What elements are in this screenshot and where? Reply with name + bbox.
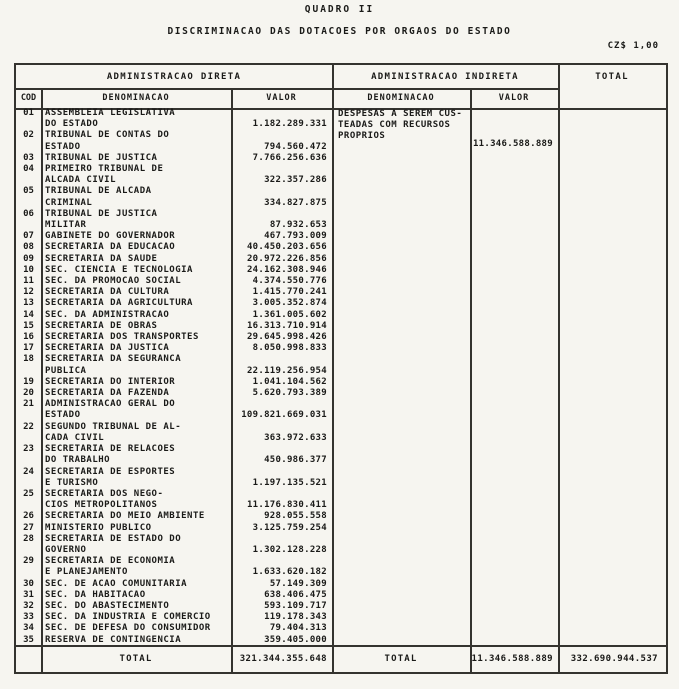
row-code: 31 xyxy=(23,589,34,600)
denomination-line: SECRETARIA DA AGRICULTURA xyxy=(45,298,193,309)
table-row xyxy=(16,623,332,634)
row-value: 322.357.286 xyxy=(264,175,327,186)
row-denomination xyxy=(41,377,231,388)
table-row xyxy=(16,511,332,522)
row-denomination xyxy=(41,276,231,287)
denomination-line: SEC. DE ACAO COMUNITARIA xyxy=(45,578,188,589)
header-valor-indireta: VALOR xyxy=(498,93,530,103)
row-value: 1.633.620.182 xyxy=(252,567,327,578)
table-row xyxy=(16,523,332,534)
indireta-denomination xyxy=(332,108,470,645)
row-denomination xyxy=(41,556,231,578)
row-value: 16.313.710.914 xyxy=(246,320,327,331)
denomination-line: SECRETARIA DA SEGURANCA xyxy=(45,354,182,365)
totals-label-indireta: TOTAL xyxy=(384,653,418,664)
denomination-line: SECRETARIA DE OBRAS xyxy=(45,320,158,331)
row-code: 27 xyxy=(23,522,34,533)
row-code: 19 xyxy=(23,376,34,387)
denomination-line: CADA CIVIL xyxy=(45,432,105,443)
denomination-line: ESTADO xyxy=(45,141,81,152)
denomination-line: SECRETARIA DA EDUCACAO xyxy=(45,242,176,253)
direta-rows xyxy=(16,108,332,645)
row-value: 1.415.770.241 xyxy=(252,287,327,298)
header-administracao-direta: ADMINISTRACAO DIRETA xyxy=(106,71,242,82)
header-denominacao-direta: DENOMINACAO xyxy=(102,93,170,103)
table-row xyxy=(16,601,332,612)
table-row xyxy=(16,108,332,130)
denomination-line: SECRETARIA DE ESPORTES xyxy=(45,466,176,477)
row-value: 794.560.472 xyxy=(264,141,327,152)
row-denomination xyxy=(41,231,231,242)
row-code: 10 xyxy=(23,264,34,275)
denomination-line: ESTADO xyxy=(45,410,81,421)
row-value: 1.361.005.602 xyxy=(252,309,327,320)
table-row xyxy=(16,298,332,309)
row-denomination xyxy=(41,186,231,208)
denomination-line: SEC. DA ADMINISTRACAO xyxy=(45,309,170,320)
row-value: 20.972.226.856 xyxy=(246,253,327,264)
denomination-line: CIOS METROPOLITANOS xyxy=(45,500,158,511)
row-denomination xyxy=(41,489,231,511)
denomination-line: TRIBUNAL DE JUSTICA xyxy=(45,152,158,163)
row-code: 24 xyxy=(23,466,34,477)
denomination-line: E TURISMO xyxy=(45,477,99,488)
table-row xyxy=(16,399,332,421)
denomination-line: MINISTERIO PUBLICO xyxy=(45,522,152,533)
table-row xyxy=(16,534,332,556)
denomination-line: SEC. DA INDUSTRIA E COMERCIO xyxy=(45,612,211,623)
row-code: 22 xyxy=(23,421,34,432)
row-code: 21 xyxy=(23,399,34,410)
row-denomination xyxy=(41,265,231,276)
row-value: 928.055.558 xyxy=(264,511,327,522)
table-row xyxy=(16,612,332,623)
row-denomination xyxy=(41,534,231,556)
row-code: 25 xyxy=(23,488,34,499)
table-row xyxy=(16,276,332,287)
denomination-line: TRIBUNAL DE ALCADA xyxy=(45,186,152,197)
row-denomination xyxy=(41,310,231,321)
row-code: 30 xyxy=(23,578,34,589)
denomination-line: GABINETE DO GOVERNADOR xyxy=(45,231,176,242)
row-denomination xyxy=(41,612,231,623)
denomination-line: TRIBUNAL DE CONTAS DO xyxy=(45,130,170,141)
denomination-line: MILITAR xyxy=(45,220,87,231)
row-value: 1.197.135.521 xyxy=(252,477,327,488)
table-row xyxy=(16,422,332,444)
denomination-line: CRIMINAL xyxy=(45,197,93,208)
row-code: 12 xyxy=(23,287,34,298)
indireta-value: 11.346.588.889 xyxy=(472,139,553,149)
row-denomination xyxy=(41,601,231,612)
row-value: 119.178.343 xyxy=(264,612,327,623)
row-denomination xyxy=(41,579,231,590)
denomination-line: SEC. DA HABITACAO xyxy=(45,589,146,600)
denomination-line: E PLANEJAMENTO xyxy=(45,567,128,578)
table-row xyxy=(16,321,332,332)
totals-row xyxy=(16,645,666,672)
row-code: 07 xyxy=(23,231,34,242)
row-code: 20 xyxy=(23,388,34,399)
denomination-line: DESPESAS A SEREM CUS- xyxy=(338,109,463,119)
header-valor-direta: VALOR xyxy=(266,93,297,103)
totals-grand-value: 332.690.944.537 xyxy=(570,653,658,664)
row-code: 17 xyxy=(23,343,34,354)
table-row xyxy=(16,388,332,399)
row-denomination xyxy=(41,623,231,634)
row-value: 57.149.309 xyxy=(269,578,327,589)
row-denomination xyxy=(41,164,231,186)
row-denomination xyxy=(41,343,231,354)
denomination-line: TRIBUNAL DE JUSTICA xyxy=(45,208,158,219)
denomination-line: SEGUNDO TRIBUNAL DE AL- xyxy=(45,421,182,432)
row-code: 26 xyxy=(23,511,34,522)
row-value: 1.041.104.562 xyxy=(252,376,327,387)
row-code: 06 xyxy=(23,208,34,219)
row-value: 1.182.289.331 xyxy=(252,119,327,130)
table-row xyxy=(16,153,332,164)
row-value: 5.620.793.389 xyxy=(252,388,327,399)
denomination-line: DO TRABALHO xyxy=(45,455,111,466)
denomination-line: PROPRIOS xyxy=(338,131,386,142)
denomination-line: DO ESTADO xyxy=(45,119,99,130)
totals-label-direta: TOTAL xyxy=(119,653,153,664)
row-value: 638.406.475 xyxy=(264,589,327,600)
row-value: 8.050.998.833 xyxy=(252,343,327,354)
row-denomination xyxy=(41,444,231,466)
row-denomination xyxy=(41,242,231,253)
currency-unit-note: CZ$ 1,00 xyxy=(607,41,659,51)
table-row xyxy=(16,209,332,231)
row-code: 23 xyxy=(23,444,34,455)
header-administracao-indireta: ADMINISTRACAO INDIRETA xyxy=(371,71,519,82)
totals-value-direta: 321.344.355.648 xyxy=(239,653,327,664)
table-row xyxy=(16,332,332,343)
row-value: 1.302.128.228 xyxy=(252,544,327,555)
denomination-line: SEC. DO ABASTECIMENTO xyxy=(45,600,170,611)
row-code: 02 xyxy=(23,130,34,141)
row-code: 15 xyxy=(23,320,34,331)
row-value: 4.374.550.776 xyxy=(252,276,327,287)
row-denomination xyxy=(41,399,231,421)
denomination-line: SECRETARIA DE ESTADO DO xyxy=(45,533,182,544)
row-value: 40.450.203.656 xyxy=(246,242,327,253)
denomination-line: ALCADA CIVIL xyxy=(45,175,117,186)
row-code: 01 xyxy=(23,108,34,118)
header-cod: COD xyxy=(20,93,37,103)
table-row xyxy=(16,254,332,265)
denomination-line: SECRETARIA DOS TRANSPORTES xyxy=(45,332,199,343)
table-row xyxy=(16,590,332,601)
row-value: 24.162.308.946 xyxy=(246,264,327,275)
table-row xyxy=(16,489,332,511)
table-row xyxy=(16,343,332,354)
row-code: 28 xyxy=(23,533,34,544)
row-denomination xyxy=(41,108,231,130)
denomination-line: SEC. DE DEFESA DO CONSUMIDOR xyxy=(45,623,211,634)
row-value: 3.005.352.874 xyxy=(252,298,327,309)
row-denomination xyxy=(41,321,231,332)
denomination-line: ADMINISTRACAO GERAL DO xyxy=(45,399,176,410)
budget-allocation-table xyxy=(14,63,668,674)
row-code: 09 xyxy=(23,253,34,264)
document-subtitle: DISCRIMINACAO DAS DOTACOES POR ORGAOS DO ESTADO xyxy=(167,26,512,37)
row-denomination xyxy=(41,635,231,645)
row-value: 467.793.009 xyxy=(264,231,327,242)
row-code: 32 xyxy=(23,600,34,611)
denomination-line: PUBLICA xyxy=(45,365,87,376)
row-code: 18 xyxy=(23,354,34,365)
table-row xyxy=(16,287,332,298)
row-value: 450.986.377 xyxy=(264,455,327,466)
table-row xyxy=(16,186,332,208)
row-code: 16 xyxy=(23,332,34,343)
row-code: 04 xyxy=(23,164,34,175)
denomination-line: SECRETARIA DE ECONOMIA xyxy=(45,556,176,567)
row-denomination xyxy=(41,511,231,522)
table-row xyxy=(16,164,332,186)
table-row xyxy=(16,579,332,590)
row-code: 03 xyxy=(23,152,34,163)
table-row xyxy=(16,467,332,489)
row-denomination xyxy=(41,422,231,444)
denomination-line: SECRETARIA DOS NEGO- xyxy=(45,488,164,499)
denomination-line: GOVERNO xyxy=(45,544,87,555)
row-value: 29.645.998.426 xyxy=(246,332,327,343)
row-value: 593.109.717 xyxy=(264,600,327,611)
denomination-line: ASSEMBLEIA LEGISLATIVA xyxy=(45,108,176,118)
table-row xyxy=(16,377,332,388)
row-denomination xyxy=(41,467,231,489)
table-row xyxy=(16,444,332,466)
row-code: 05 xyxy=(23,186,34,197)
row-code: 29 xyxy=(23,556,34,567)
row-denomination xyxy=(41,130,231,152)
row-value: 22.119.256.954 xyxy=(246,365,327,376)
denomination-line: SEC. DA PROMOCAO SOCIAL xyxy=(45,276,182,287)
row-code: 34 xyxy=(23,623,34,634)
row-value: 363.972.633 xyxy=(264,432,327,443)
denomination-line: SECRETARIA DE RELACOES xyxy=(45,444,176,455)
row-denomination xyxy=(41,354,231,376)
row-denomination xyxy=(41,388,231,399)
table-row xyxy=(16,130,332,152)
row-denomination xyxy=(41,209,231,231)
row-denomination xyxy=(41,153,231,164)
row-value: 87.932.653 xyxy=(269,220,327,231)
divider-total-column xyxy=(558,65,560,672)
denomination-line: SECRETARIA DO INTERIOR xyxy=(45,376,176,387)
totals-value-indireta: 11.346.588.889 xyxy=(471,653,553,664)
row-value: 3.125.759.254 xyxy=(252,522,327,533)
row-code: 13 xyxy=(23,298,34,309)
denomination-line: RESERVA DE CONTINGENCIA xyxy=(45,634,182,645)
table-row xyxy=(16,635,332,645)
row-code: 33 xyxy=(23,612,34,623)
row-denomination xyxy=(41,287,231,298)
row-denomination xyxy=(41,590,231,601)
row-value: 359.405.000 xyxy=(264,634,327,645)
denomination-line: SECRETARIA DA FAZENDA xyxy=(45,388,170,399)
row-value: 334.827.875 xyxy=(264,197,327,208)
table-row xyxy=(16,265,332,276)
denomination-line: TEADAS COM RECURSOS xyxy=(338,120,451,131)
header-total-column: TOTAL xyxy=(595,71,629,82)
row-denomination xyxy=(41,523,231,534)
table-row xyxy=(16,354,332,376)
denomination-line: SECRETARIA DA SAUDE xyxy=(45,253,158,264)
header-denominacao-indireta: DENOMINACAO xyxy=(367,93,435,103)
denomination-line: SECRETARIA DA JUSTICA xyxy=(45,343,170,354)
row-value: 79.404.313 xyxy=(269,623,327,634)
denomination-line: SECRETARIA DA CULTURA xyxy=(45,287,170,298)
denomination-line: SECRETARIA DO MEIO AMBIENTE xyxy=(45,511,205,522)
document-title: QUADRO II xyxy=(304,4,375,15)
row-denomination xyxy=(41,332,231,343)
table-row xyxy=(16,556,332,578)
row-denomination xyxy=(41,254,231,265)
table-row xyxy=(16,310,332,321)
denomination-line: PRIMEIRO TRIBUNAL DE xyxy=(45,164,164,175)
row-code: 14 xyxy=(23,309,34,320)
row-value: 11.176.830.411 xyxy=(246,500,327,511)
denomination-line: SEC. CIENCIA E TECNOLOGIA xyxy=(45,264,193,275)
row-denomination xyxy=(41,298,231,309)
row-code: 11 xyxy=(23,276,34,287)
table-row xyxy=(16,242,332,253)
row-code: 35 xyxy=(23,634,34,645)
row-value: 109.821.669.031 xyxy=(241,410,327,421)
row-code: 08 xyxy=(23,242,34,253)
row-value: 7.766.256.636 xyxy=(252,152,327,163)
table-row xyxy=(16,231,332,242)
